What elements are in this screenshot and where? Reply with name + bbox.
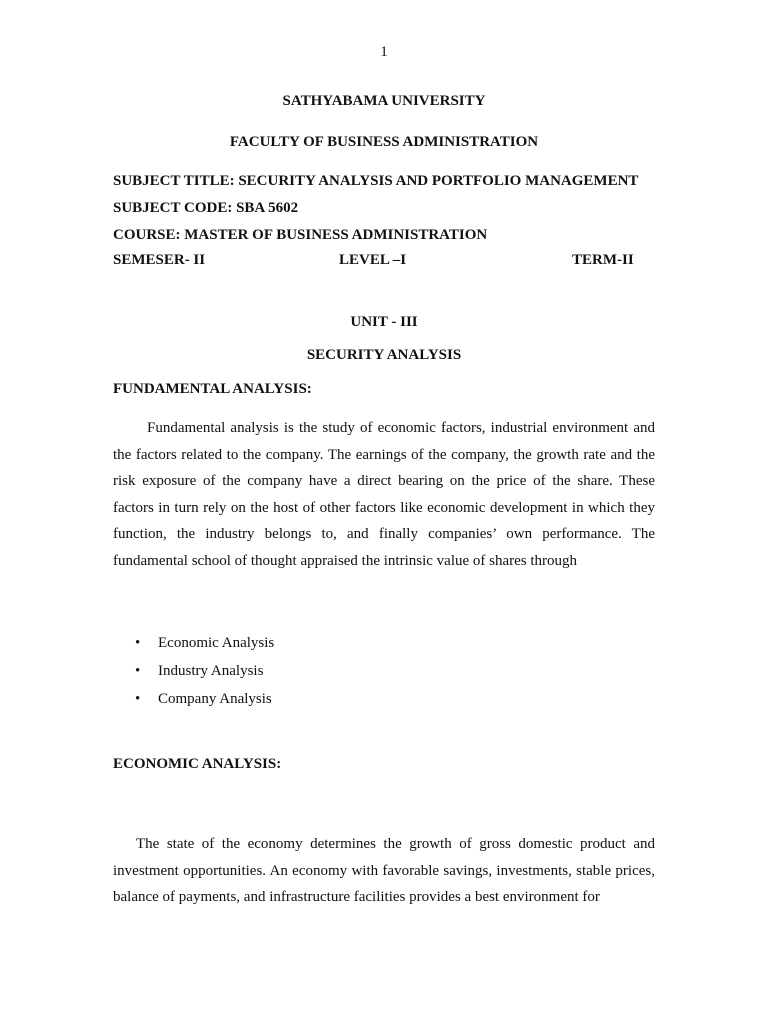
level-label: LEVEL –I [339, 252, 407, 268]
list-item [113, 630, 274, 658]
list-item [113, 658, 274, 686]
page-number: 1 [380, 44, 388, 60]
economic-analysis-paragraph: The state of the economy determines the growth of gross domestic product and investment opportunities. An economy with favorable savings, investments, stable prices, balance of payments, and infrastructure facilities provides a best environment for [113, 836, 655, 906]
subject-code: SUBJECT CODE: SBA 5602 [113, 200, 299, 216]
bullet-icon: • [135, 691, 141, 707]
semester-label: SEMESER- II [113, 252, 206, 268]
list-item-label: Company Analysis [158, 691, 272, 707]
list-item [113, 686, 274, 714]
analysis-types-list [113, 630, 274, 714]
economic-analysis-heading: ECONOMIC ANALYSIS: [113, 756, 282, 772]
course-name: COURSE: MASTER OF BUSINESS ADMINISTRATION [113, 227, 488, 243]
unit-number: UNIT - III [350, 314, 418, 330]
list-item-label: Industry Analysis [158, 663, 264, 679]
unit-title: SECURITY ANALYSIS [306, 347, 462, 363]
fundamental-analysis-paragraph: Fundamental analysis is the study of economic factors, industrial environment and the factors related to the company. The earnings of the company, the growth rate and the risk exposure of the company have a direct bearing on the price of the share. These factors in turn rely on the host of other factors like economic development in which they function, the industry belongs to, and finally companies’ own performance. The fundamental school of thought appraised the intrinsic value of shares through [113, 420, 655, 569]
bullet-icon: • [135, 635, 141, 651]
bullet-icon: • [135, 663, 141, 679]
faculty-name: FACULTY OF BUSINESS ADMINISTRATION [229, 134, 539, 150]
subject-title: SUBJECT TITLE: SECURITY ANALYSIS AND PORTFOLIO MANAGEMENT [113, 173, 639, 189]
semester-level-term-row [113, 252, 653, 274]
university-name: SATHYABAMA UNIVERSITY [282, 93, 486, 109]
fundamental-analysis-heading: FUNDAMENTAL ANALYSIS: [113, 381, 312, 397]
list-item-label: Economic Analysis [158, 635, 275, 651]
term-label: TERM-II [572, 252, 634, 268]
